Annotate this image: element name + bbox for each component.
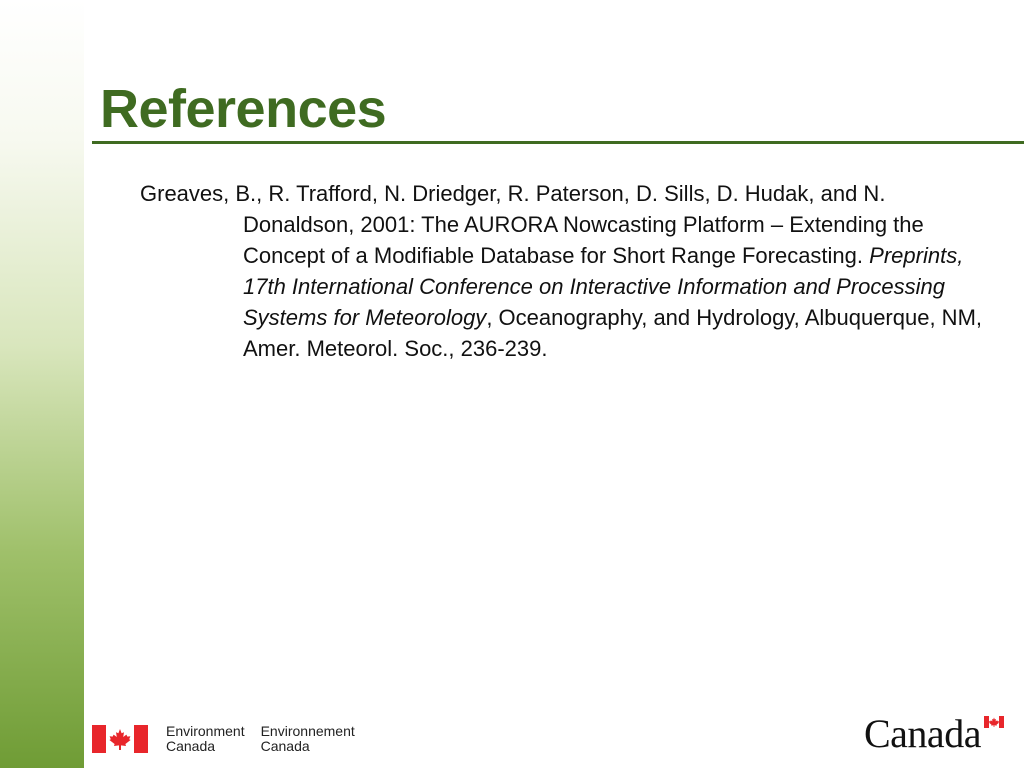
title-underline xyxy=(92,141,1024,144)
signature-english xyxy=(166,724,245,754)
canada-wordmark xyxy=(862,710,1008,756)
signature-fr-line1: Environnement xyxy=(260,723,355,739)
signature-en-line2: Canada xyxy=(166,738,216,754)
slide-title: References xyxy=(100,79,387,139)
reference-venue: Preprints, 17th International Conference on Interactive Information and Processing Systems for Meteorology xyxy=(243,243,964,330)
reference-entry xyxy=(140,178,983,364)
signature-fr-line2: Canada xyxy=(260,738,310,754)
side-gradient-bar xyxy=(0,0,84,768)
environment-canada-signature xyxy=(92,724,355,754)
wordmark-flag-icon xyxy=(984,716,1004,728)
reference-authors-title: Greaves, B., R. Trafford, N. Driedger, R. Paterson, D. Sills, D. Hudak, and N. Donaldson, 2001: The AURORA Nowcasting Platform – Extending the Concept of a Modifiable Database for Short Range Forecasting. xyxy=(140,181,924,268)
reference-remainder: , Oceanography, and Hydrology, Albuquerque, NM, Amer. Meteorol. Soc., 236-239. xyxy=(243,305,983,361)
canada-wordmark-text: Canada xyxy=(864,711,981,756)
canada-flag-icon xyxy=(92,725,148,753)
signature-french xyxy=(261,724,355,754)
signature-en-line1: Environment xyxy=(166,723,245,739)
